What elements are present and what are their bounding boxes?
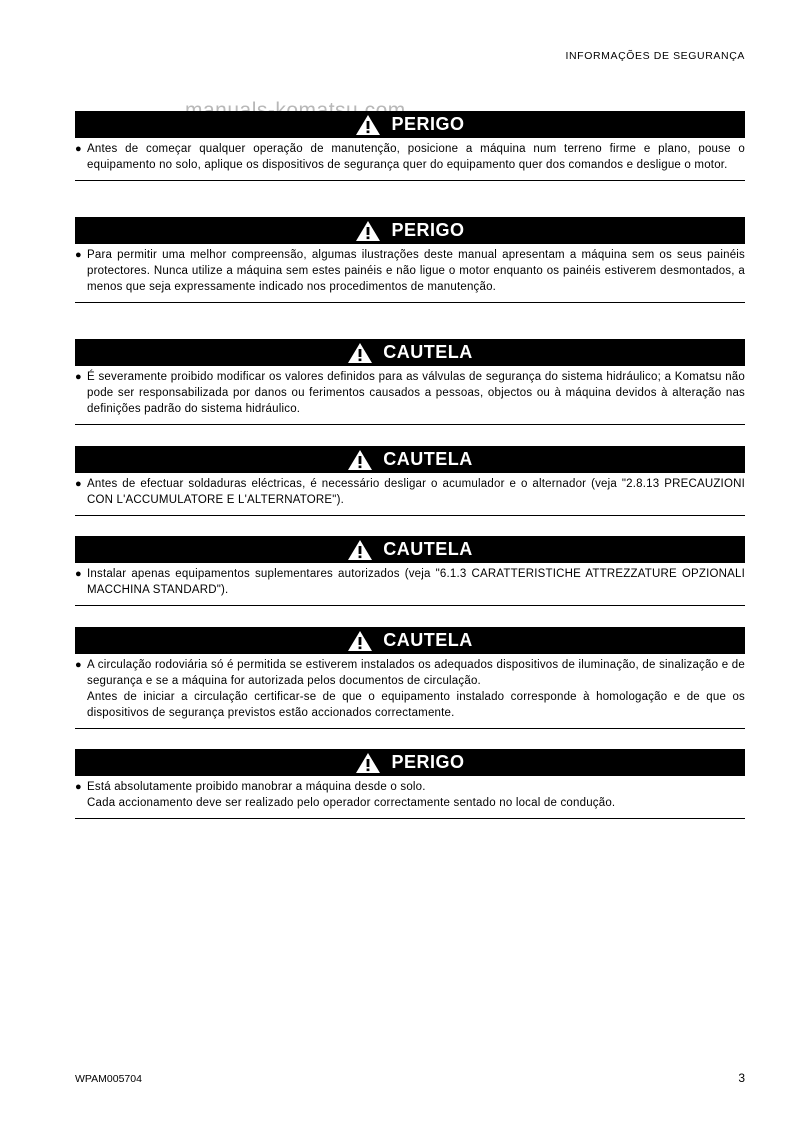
danger-banner <box>75 111 745 138</box>
caution-paragraph: É severamente proibido modificar os valores definidos para as válvulas de segurança do sistema hidráulico; a Komatsu não pode ser responsabilizada por danos ou ferimentos causados a pessoas, objectos ou à máquina devidos à alteração nas definições padrão do sistema hidráulico. <box>87 371 745 415</box>
page-number: 3 <box>738 1071 745 1085</box>
danger-banner <box>75 217 745 244</box>
caution-text <box>75 654 745 728</box>
caution-banner <box>75 446 745 473</box>
banner-label: CAUTELA <box>383 449 473 469</box>
warning-triangle-icon <box>355 220 381 242</box>
banner-label: PERIGO <box>391 752 465 772</box>
caution-block <box>75 536 745 606</box>
warning-text <box>75 244 745 302</box>
caution-banner <box>75 627 745 654</box>
danger-banner <box>75 749 745 776</box>
caution-text <box>75 366 745 424</box>
section-header: INFORMAÇÕES DE SEGURANÇA <box>565 50 745 62</box>
banner-label: CAUTELA <box>383 342 473 362</box>
caution-block <box>75 339 745 425</box>
caution-paragraph: A circulação rodoviária só é permitida se estiverem instalados os adequados dispositivos de iluminação, de sinalização e de segurança e se a máquina for autorizada pelos documentos de circulação. <box>87 659 745 687</box>
warning-triangle-icon <box>347 449 373 471</box>
warning-paragraph: Para permitir uma melhor compreensão, algumas ilustrações deste manual apresentam a máquina sem os seus painéis protectores. Nunca utilize a máquina sem estes painéis e não ligue o motor enquanto os painéis estiverem desmontados, a menos que seja expressamente indicado nos procedimentos de manutenção. <box>87 249 745 293</box>
bullet-icon: ● <box>75 371 82 383</box>
banner-label: CAUTELA <box>383 630 473 650</box>
caution-block <box>75 446 745 516</box>
caution-block <box>75 627 745 729</box>
bullet-icon: ● <box>75 478 82 490</box>
bullet-icon: ● <box>75 781 82 793</box>
bullet-icon: ● <box>75 143 82 155</box>
warning-block <box>75 217 745 303</box>
bullet-icon: ● <box>75 249 82 261</box>
caution-paragraph: Antes de iniciar a circulação certificar-se de que o equipamento instalado corresponde à homologação e de que os dispositivos de segurança previstos estão accionados correctamente. <box>87 691 745 719</box>
warning-text <box>75 776 745 818</box>
warning-block <box>75 749 745 819</box>
warning-triangle-icon <box>347 342 373 364</box>
banner-label: CAUTELA <box>383 539 473 559</box>
warning-triangle-icon <box>355 752 381 774</box>
warning-text <box>75 138 745 180</box>
caution-banner <box>75 339 745 366</box>
warning-triangle-icon <box>347 539 373 561</box>
warning-paragraph: Cada accionamento deve ser realizado pelo operador correctamente sentado no local de condução. <box>87 797 616 809</box>
caution-text <box>75 473 745 515</box>
warning-paragraph: Antes de começar qualquer operação de manutenção, posicione a máquina num terreno firme e plano, pouse o equipamento no solo, aplique os dispositivos de segurança quer do equipamento quer dos comandos e desligue o motor. <box>87 143 745 171</box>
document-code: WPAM005704 <box>75 1073 142 1085</box>
warning-triangle-icon <box>347 630 373 652</box>
warning-triangle-icon <box>355 114 381 136</box>
banner-label: PERIGO <box>391 220 465 240</box>
caution-text <box>75 563 745 605</box>
banner-label: PERIGO <box>391 114 465 134</box>
caution-banner <box>75 536 745 563</box>
bullet-icon: ● <box>75 568 82 580</box>
caution-paragraph: Instalar apenas equipamentos suplementares autorizados (veja "6.1.3 CARATTERISTICHE ATTREZZATURE OPZIONALI MACCHINA STANDARD"). <box>87 568 745 596</box>
caution-paragraph: Antes de efectuar soldaduras eléctricas, é necessário desligar o acumulador e o alternador (veja "2.8.13 PRECAUZIONI CON L'ACCUMULATORE E L'ALTERNATORE"). <box>87 478 745 506</box>
warning-block <box>75 111 745 181</box>
warning-paragraph: Está absolutamente proibido manobrar a máquina desde o solo. <box>87 781 426 793</box>
bullet-icon: ● <box>75 659 82 671</box>
